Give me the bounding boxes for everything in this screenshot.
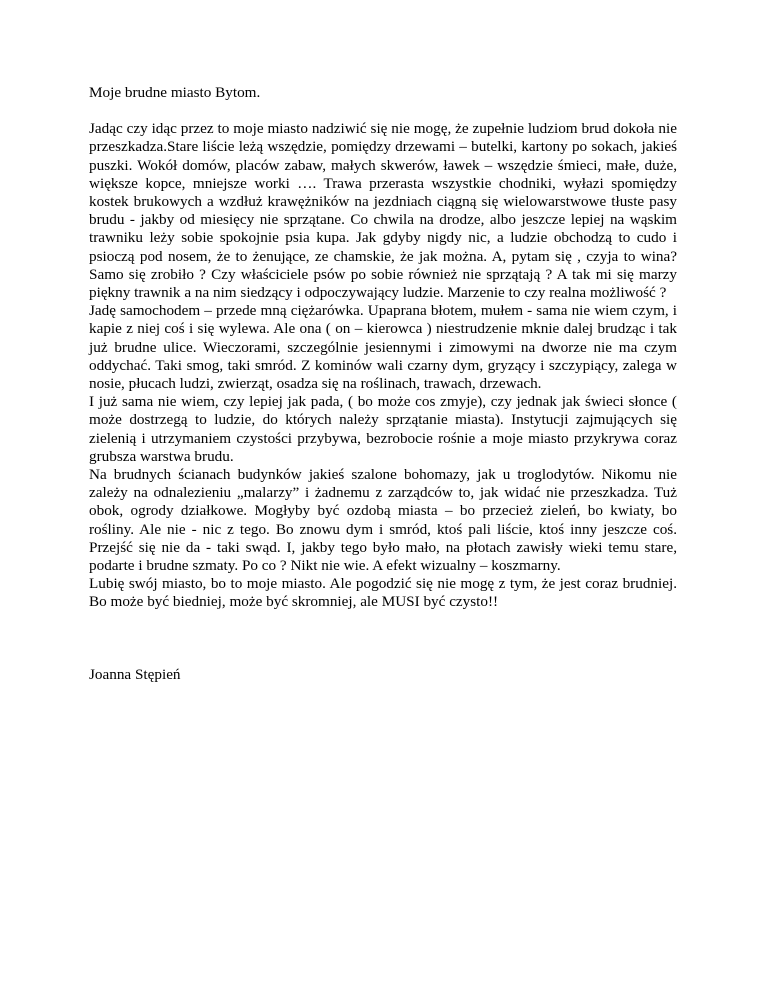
paragraph-5: Lubię swój miasto, bo to moje miasto. Ale pogodzić się nie mogę z tym, że jest coraz brudniej. Bo może być biedniej, może być skromniej, ale MUSI być czysto!! xyxy=(89,575,677,611)
document-page xyxy=(89,84,677,684)
document-title: Moje brudne miasto Bytom. xyxy=(89,84,261,101)
paragraph-1: Jadąc czy idąc przez to moje miasto nadziwić się nie mogę, że zupełnie ludziom brud dokoła nie przeszkadza.Stare liście leżą wszędzie, pomiędzy drzewami – butelki, kartony po sokach, jakieś puszki. Wokół domów, placów zabaw, małych skwerów, ławek – wszędzie śmieci, małe, duże, większe kopce, mniejsze worki …. Trawa przerasta wszystkie chodniki, wyłazi spomiędzy kostek brukowych a wzdłuż krawężników na jezdniach ciągną się wielowarstwowe tłuste pasy brudu - jakby od miesięcy nie sprzątane. Co chwila na drodze, albo jeszcze lepiej na wąskim trawniku leży sobie spokojnie psia kupa. Jak gdyby nigdy nic, a ludzie obchodzą to cudo i psioczą pod nosem, że to żenujące, ze chamskie, że jak można. A, pytam się , czyja to wina? Samo się zrobiło ? Czy właściciele psów po sobie również nie sprzątają ? A tak mi się marzy piękny trawnik a na nim siedzący i odpoczywający ludzie. Marzenie to czy realna możliwość ? xyxy=(89,120,677,302)
author-signature: Joanna Stępień xyxy=(89,665,181,683)
paragraph-4: Na brudnych ścianach budynków jakieś szalone bohomazy, jak u troglodytów. Nikomu nie zależy na odnalezieniu „malarzy” i żadnemu z zarządców to, jak widać nie przeszkadza. Tuż obok, ogrody działkowe. Mogłyby być ozdobą miasta – bo przecież zieleń, bo kwiaty, bo rośliny. Ale nie - nic z tego. Bo znowu dym i smród, ktoś pali liście, ktoś inny jeszcze coś. Przejść się nie da - taki swąd. I, jakby tego było mało, na płotach zawisły wieki temu stare, podarte i brudne szmaty. Po co ? Nikt nie wie. A efekt wizualny – koszmarny. xyxy=(89,466,677,575)
paragraph-2: Jadę samochodem – przede mną ciężarówka. Upaprana błotem, mułem - sama nie wiem czym, i kapie z niej coś i się wylewa. Ale ona ( on – kierowca ) niestrudzenie mknie dalej brudząc i tak już brudne ulice. Wieczorami, szczególnie jesiennymi i zimowymi na dworze nie ma czym oddychać. Taki smog, taki smród. Z kominów wali czarny dym, gryzący i szczypiący, zalega w nosie, płucach ludzi, zwierząt, osadza się na roślinach, trawach, drzewach. xyxy=(89,302,677,393)
spacer xyxy=(89,612,677,666)
paragraph-3: I już sama nie wiem, czy lepiej jak pada, ( bo może cos zmyje), czy jednak jak świeci słonce ( może dostrzegą to ludzie, do których należy sprzątanie miasta). Instytucji zajmujących się zielenią i utrzymaniem czystości przybywa, bezrobocie rośnie a moje miasto przykrywa coraz grubsza warstwa brudu. xyxy=(89,393,677,465)
